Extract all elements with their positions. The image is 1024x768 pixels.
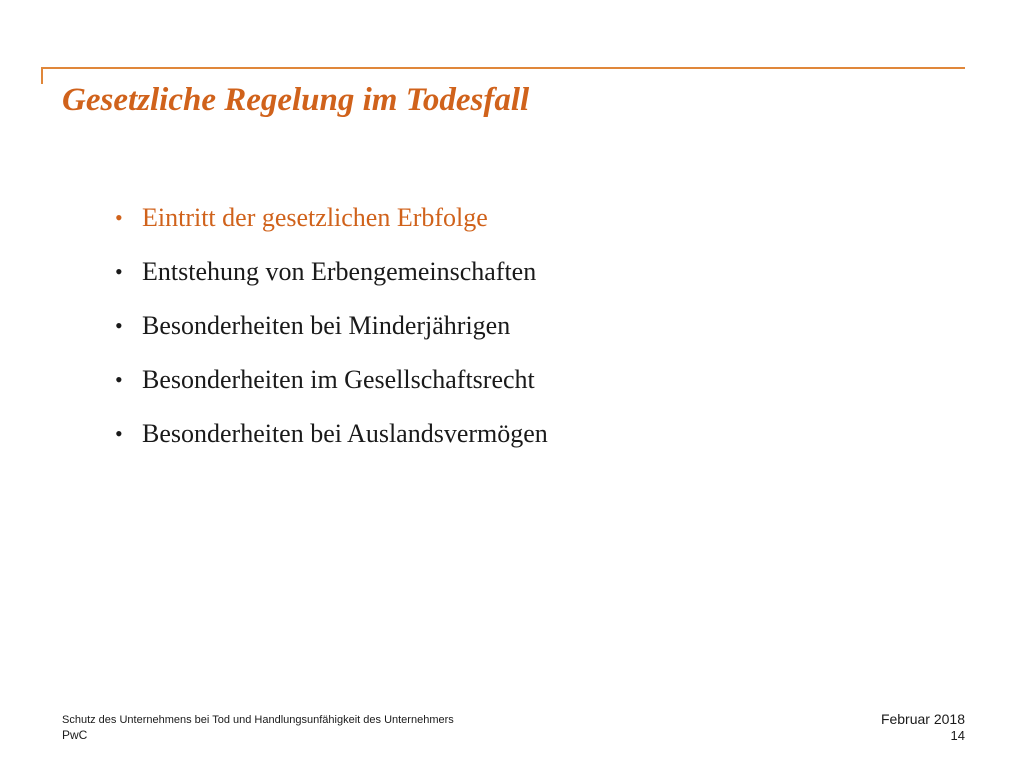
footer-date: Februar 2018 [880, 711, 965, 727]
title-rule-hook [41, 67, 43, 84]
bullet-marker: • [115, 421, 123, 446]
bullet-item [115, 360, 548, 414]
bullet-text: Besonderheiten bei Minderjährigen [142, 311, 511, 340]
bullet-marker: • [115, 205, 123, 230]
bullet-marker: • [115, 313, 123, 338]
bullet-text: Entstehung von Erbengemeinschaften [142, 257, 537, 286]
footer-presentation-title: Schutz des Unternehmens bei Tod und Handlungsunfähigkeit des Unternehmers [62, 714, 454, 726]
bullet-item [115, 198, 548, 252]
footer-company: PwC [62, 728, 88, 742]
slide-title: Gesetzliche Regelung im Todesfall [62, 82, 530, 118]
bullet-marker: • [115, 259, 123, 284]
bullet-text: Besonderheiten im Gesellschaftsrecht [142, 365, 535, 394]
bullet-item [115, 252, 548, 306]
bullet-marker: • [115, 367, 123, 392]
bullet-text: Besonderheiten bei Auslandsvermögen [142, 419, 548, 448]
bullet-item [115, 414, 548, 468]
bullet-text: Eintritt der gesetzlichen Erbfolge [142, 203, 488, 232]
footer-page-number: 14 [950, 728, 965, 743]
bullet-list [115, 198, 548, 468]
title-rule [41, 67, 965, 69]
bullet-item [115, 306, 548, 360]
